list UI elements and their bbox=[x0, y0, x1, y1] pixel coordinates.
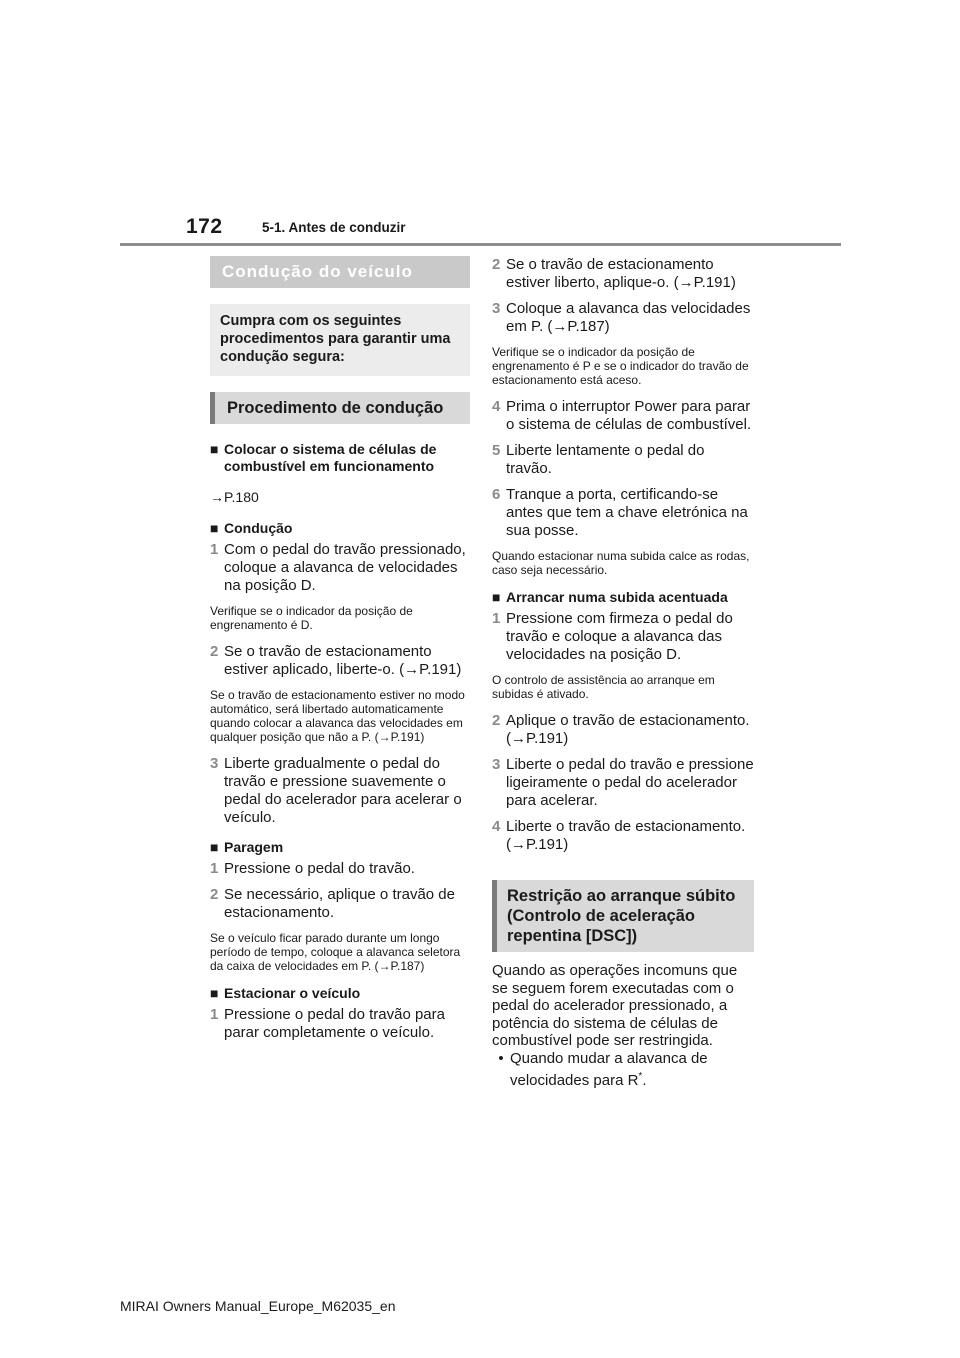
park-step-2: 2 Se o travão de estacionamento estiver liberto, aplique-o. (→P.191) bbox=[492, 256, 736, 291]
page-footer: MIRAI Owners Manual_Europe_M62035_en bbox=[120, 1298, 396, 1314]
square-bullet-icon: ■ bbox=[210, 520, 219, 536]
dsc-paragraph: Quando as operações incomuns que se seguem forem executadas com o pedal do acelerador pressionado, a potência do sistema de células de combustível pode ser restringida. bbox=[492, 962, 738, 1049]
hill-step-3: 3 Liberte o pedal do travão e pressione ligeiramente o pedal do acelerador para acelerar. bbox=[492, 756, 754, 809]
footnote-marker: * bbox=[638, 1070, 643, 1082]
start-system-title: ■ Colocar o sistema de células de combustível em funcionamento bbox=[210, 441, 437, 474]
driving-step-2: 2 Se o travão de estacionamento estiver aplicado, liberte-o. (→P.191) bbox=[210, 643, 462, 678]
stop-step-2: 2 Se necessário, aplique o travão de estacionamento. bbox=[210, 886, 455, 921]
park-step-5: 5 Liberte lentamente o pedal do travão. bbox=[492, 442, 705, 477]
page-reference-180[interactable]: →P.180 bbox=[210, 489, 259, 505]
header-divider bbox=[120, 243, 841, 246]
page-number: 172 bbox=[186, 215, 223, 238]
park-step-3: 3 Coloque a alavanca das velocidades em P. (→P.187) bbox=[492, 300, 751, 335]
park-note-1: Verifique se o indicador da posição de engrenamento é P e se o indicador do travão de estacionamento está aceso. bbox=[492, 345, 749, 387]
park-step-4: 4 Prima o interruptor Power para parar o sistema de células de combustível. bbox=[492, 398, 752, 433]
page-header bbox=[0, 0, 960, 250]
hill-note: O controlo de assistência ao arranque em subidas é ativado. bbox=[492, 673, 715, 701]
stop-title: ■ Paragem bbox=[210, 839, 284, 855]
hill-step-2: 2 Aplique o travão de estacionamento. (→P.191) bbox=[492, 712, 750, 747]
park-note-2: Quando estacionar numa subida calce as rodas, caso seja necessário. bbox=[492, 549, 750, 577]
main-heading: Condução do veículo bbox=[210, 256, 470, 288]
square-bullet-icon: ■ bbox=[210, 985, 219, 1001]
hill-step-1: 1 Pressione com firmeza o pedal do travão e coloque a alavanca das velocidades na posição D. bbox=[492, 610, 733, 663]
square-bullet-icon: ■ bbox=[210, 839, 219, 855]
section-title: 5-1. Antes de conduzir bbox=[262, 220, 406, 235]
left-column bbox=[210, 256, 470, 1042]
driving-step-1: 1 Com o pedal do travão pressionado, coloque a alavanca de velocidades na posição D. bbox=[210, 541, 466, 594]
driving-title: ■ Condução bbox=[210, 520, 293, 536]
stop-step-1: 1 Pressione o pedal do travão. bbox=[210, 860, 415, 877]
square-bullet-icon: ■ bbox=[210, 441, 219, 457]
park-title: ■ Estacionar o veículo bbox=[210, 985, 361, 1001]
hill-start-title: ■ Arrancar numa subida acentuada bbox=[492, 589, 728, 605]
intro-box: Cumpra com os seguintes procedimentos para garantir uma condução segura: bbox=[210, 304, 470, 376]
procedure-heading: Procedimento de condução bbox=[210, 392, 470, 424]
right-column bbox=[492, 256, 754, 1090]
driving-note-1: Verifique se o indicador da posição de engrenamento é D. bbox=[210, 604, 413, 632]
driving-step-3: 3 Liberte gradualmente o pedal do travão e pressione suavemente o pedal do acelerador para acelerar o veículo. bbox=[210, 755, 462, 826]
park-step-6: 6 Tranque a porta, certificando-se antes que tem a chave eletrónica na sua posse. bbox=[492, 486, 748, 539]
park-step-1: 1 Pressione o pedal do travão para parar completamente o veículo. bbox=[210, 1006, 445, 1041]
bullet-icon: • bbox=[498, 1049, 504, 1067]
square-bullet-icon: ■ bbox=[492, 589, 501, 605]
hill-step-4: 4 Liberte o travão de estacionamento. (→P.191) bbox=[492, 818, 746, 853]
dsc-bullet: • Quando mudar a alavanca de velocidades para R*. bbox=[492, 1050, 754, 1090]
driving-note-2: Se o travão de estacionamento estiver no modo automático, será libertado automaticamente quando colocar a alavanca das velocidades em qualquer posição que não a P. (→P.191) bbox=[210, 688, 465, 744]
dsc-heading: Restrição ao arranque súbito (Controlo de aceleração repentina [DSC]) bbox=[492, 880, 754, 952]
stop-note: Se o veículo ficar parado durante um longo período de tempo, coloque a alavanca seletora da caixa de velocidades em P. (→P.187) bbox=[210, 931, 461, 973]
